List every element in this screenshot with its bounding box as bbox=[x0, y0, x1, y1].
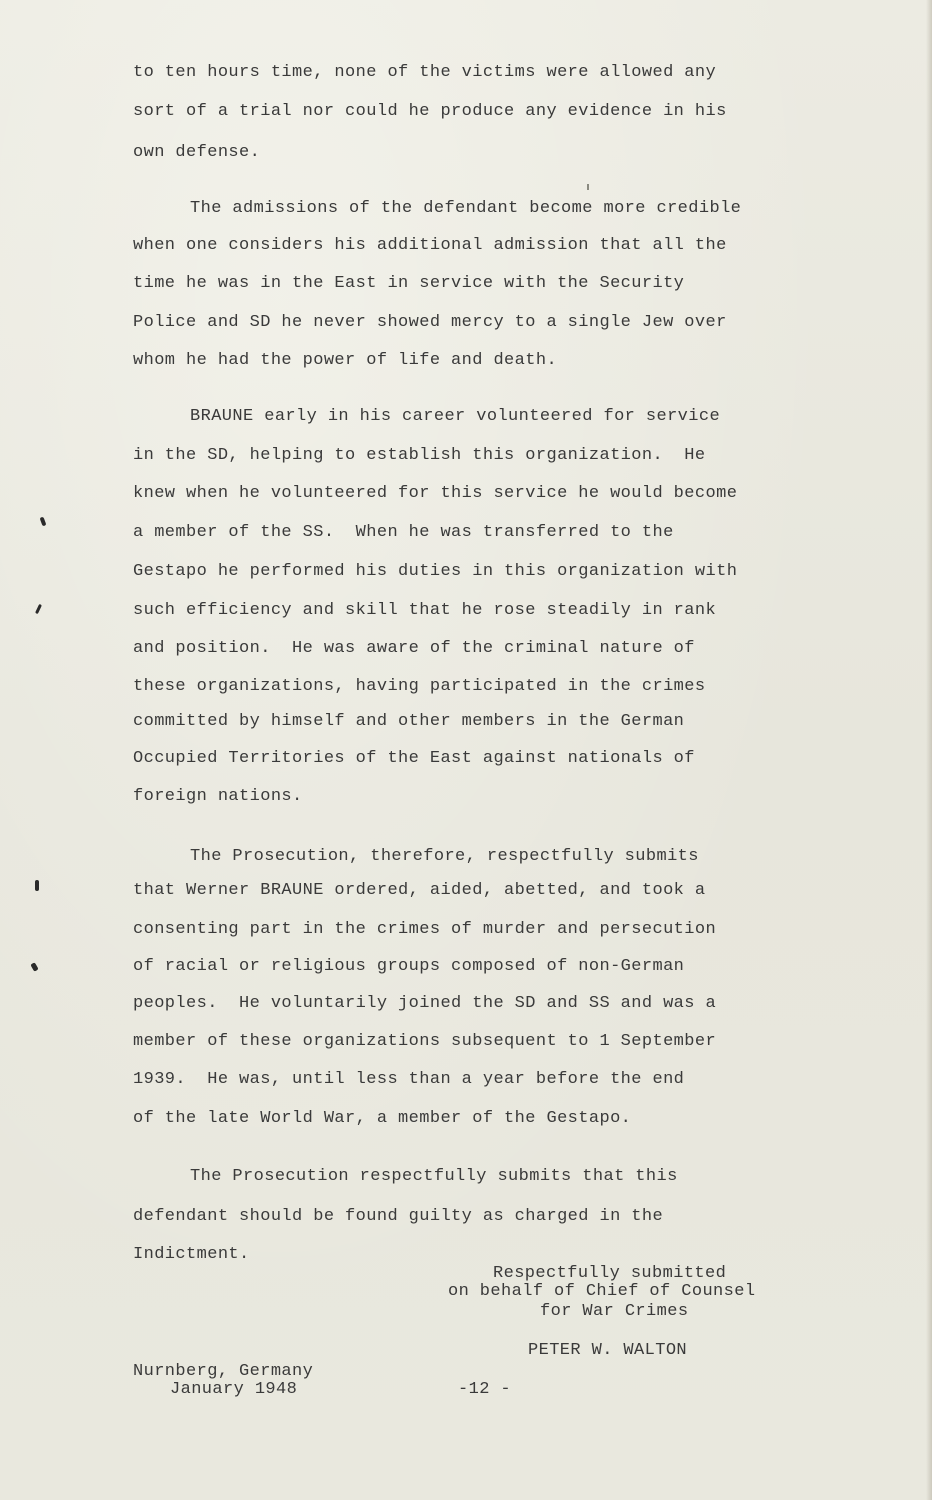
text-line: BRAUNE early in his career volunteered for service bbox=[190, 407, 721, 426]
signature-line-3: for War Crimes bbox=[540, 1302, 689, 1321]
text-line: consenting part in the crimes of murder and persecution bbox=[133, 920, 717, 939]
text-line: Occupied Territories of the East against nationals of bbox=[133, 749, 695, 768]
text-line: of the late World War, a member of the Gestapo. bbox=[133, 1109, 632, 1128]
stray-mark bbox=[587, 184, 589, 190]
text-line: Gestapo he performed his duties in this organization with bbox=[133, 562, 738, 581]
text-line: and position. He was aware of the criminal nature of bbox=[133, 639, 695, 658]
signature-line-1: Respectfully submitted bbox=[493, 1264, 727, 1283]
text-line: time he was in the East in service with the Security bbox=[133, 274, 685, 293]
text-line: 1939. He was, until less than a year before the end bbox=[133, 1070, 685, 1089]
page-number: -12 - bbox=[458, 1380, 512, 1399]
text-line: own defense. bbox=[133, 143, 261, 162]
paper-edge bbox=[926, 0, 932, 1500]
text-line: that Werner BRAUNE ordered, aided, abetted, and took a bbox=[133, 881, 706, 900]
text-line: in the SD, helping to establish this organization. He bbox=[133, 446, 706, 465]
margin-mark bbox=[35, 604, 42, 614]
signature-line-2: on behalf of Chief of Counsel bbox=[448, 1282, 756, 1301]
signatory-name: PETER W. WALTON bbox=[528, 1341, 688, 1360]
text-line: The admissions of the defendant become more credible bbox=[190, 199, 742, 218]
text-line: sort of a trial nor could he produce any evidence in his bbox=[133, 102, 727, 121]
text-line: knew when he volunteered for this service he would become bbox=[133, 484, 738, 503]
text-line: peoples. He voluntarily joined the SD and SS and was a bbox=[133, 994, 717, 1013]
margin-mark bbox=[35, 880, 39, 891]
text-line: when one considers his additional admission that all the bbox=[133, 236, 727, 255]
text-line: these organizations, having participated in the crimes bbox=[133, 677, 706, 696]
text-line: such efficiency and skill that he rose steadily in rank bbox=[133, 601, 717, 620]
footer-date: January 1948 bbox=[170, 1380, 298, 1399]
text-line: of racial or religious groups composed of non-German bbox=[133, 957, 685, 976]
text-line: The Prosecution, therefore, respectfully submits bbox=[190, 847, 699, 866]
text-line: Indictment. bbox=[133, 1245, 250, 1264]
text-line: The Prosecution respectfully submits that this bbox=[190, 1167, 678, 1186]
text-line: defendant should be found guilty as charged in the bbox=[133, 1207, 664, 1226]
margin-mark bbox=[40, 517, 47, 527]
margin-mark bbox=[30, 962, 38, 971]
text-line: committed by himself and other members in the German bbox=[133, 712, 685, 731]
text-line: foreign nations. bbox=[133, 787, 303, 806]
text-line: whom he had the power of life and death. bbox=[133, 351, 558, 370]
text-line: to ten hours time, none of the victims were allowed any bbox=[133, 63, 717, 82]
text-line: Police and SD he never showed mercy to a single Jew over bbox=[133, 313, 727, 332]
text-line: member of these organizations subsequent to 1 September bbox=[133, 1032, 717, 1051]
text-line: a member of the SS. When he was transferred to the bbox=[133, 523, 674, 542]
footer-place: Nurnberg, Germany bbox=[133, 1362, 314, 1381]
